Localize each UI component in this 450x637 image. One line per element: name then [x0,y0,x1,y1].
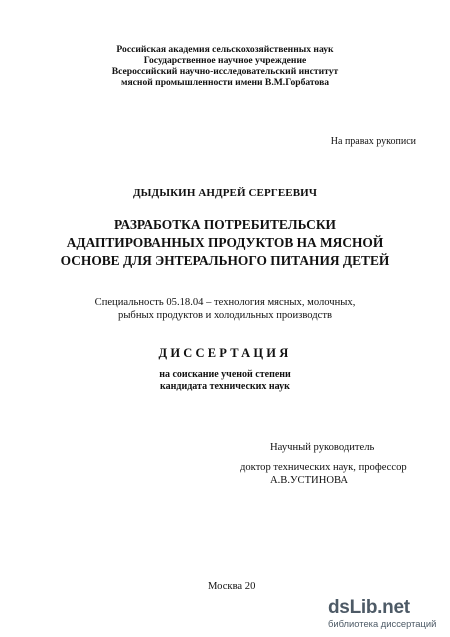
org-line: Всероссийский научно-исследовательский институт [111,66,339,77]
manuscript-rights-note: На правах рукописи [330,136,416,147]
supervisor-degree: доктор технических наук, профессор [240,462,407,473]
supervisor-block [240,441,430,487]
supervisor-name: А.В.УСТИНОВА [270,475,349,486]
supervisor-role: Научный руководитель [270,442,375,453]
dslib-watermark[interactable] [328,598,440,629]
org-line: мясной промышленности имени В.М.Горбатова [120,77,330,88]
title-line: ОСНОВЕ ДЛЯ ЭНТЕРАЛЬНОГО ПИТАНИЯ ДЕТЕЙ [60,253,390,268]
organization-header [0,44,450,88]
dissertation-title [0,216,450,270]
author-name: ДЫДЫКИН АНДРЕЙ СЕРГЕЕВИЧ [132,187,318,199]
title-line: АДАПТИРОВАННЫХ ПРОДУКТОВ НА МЯСНОЙ [66,235,384,250]
degree-line: кандидата технических наук [160,381,290,392]
city-year: Москва 20 [208,581,256,592]
watermark-subtitle: библиотека диссертаций [328,618,437,629]
specialty-block [0,296,450,322]
org-line: Государственное научное учреждение [143,55,307,66]
degree-line: на соискание ученой степени [159,369,291,380]
watermark-logo[interactable]: dsLib.net [328,597,410,618]
title-line: РАЗРАБОТКА ПОТРЕБИТЕЛЬСКИ [114,217,336,232]
specialty-line: рыбных продуктов и холодильных производств [118,310,332,321]
document-type: ДИССЕРТАЦИЯ [158,346,292,360]
org-line: Российская академия сельскохозяйственных наук [116,44,334,55]
degree-block [0,369,450,393]
specialty-line: Специальность 05.18.04 – технология мясных, молочных, [94,297,356,308]
